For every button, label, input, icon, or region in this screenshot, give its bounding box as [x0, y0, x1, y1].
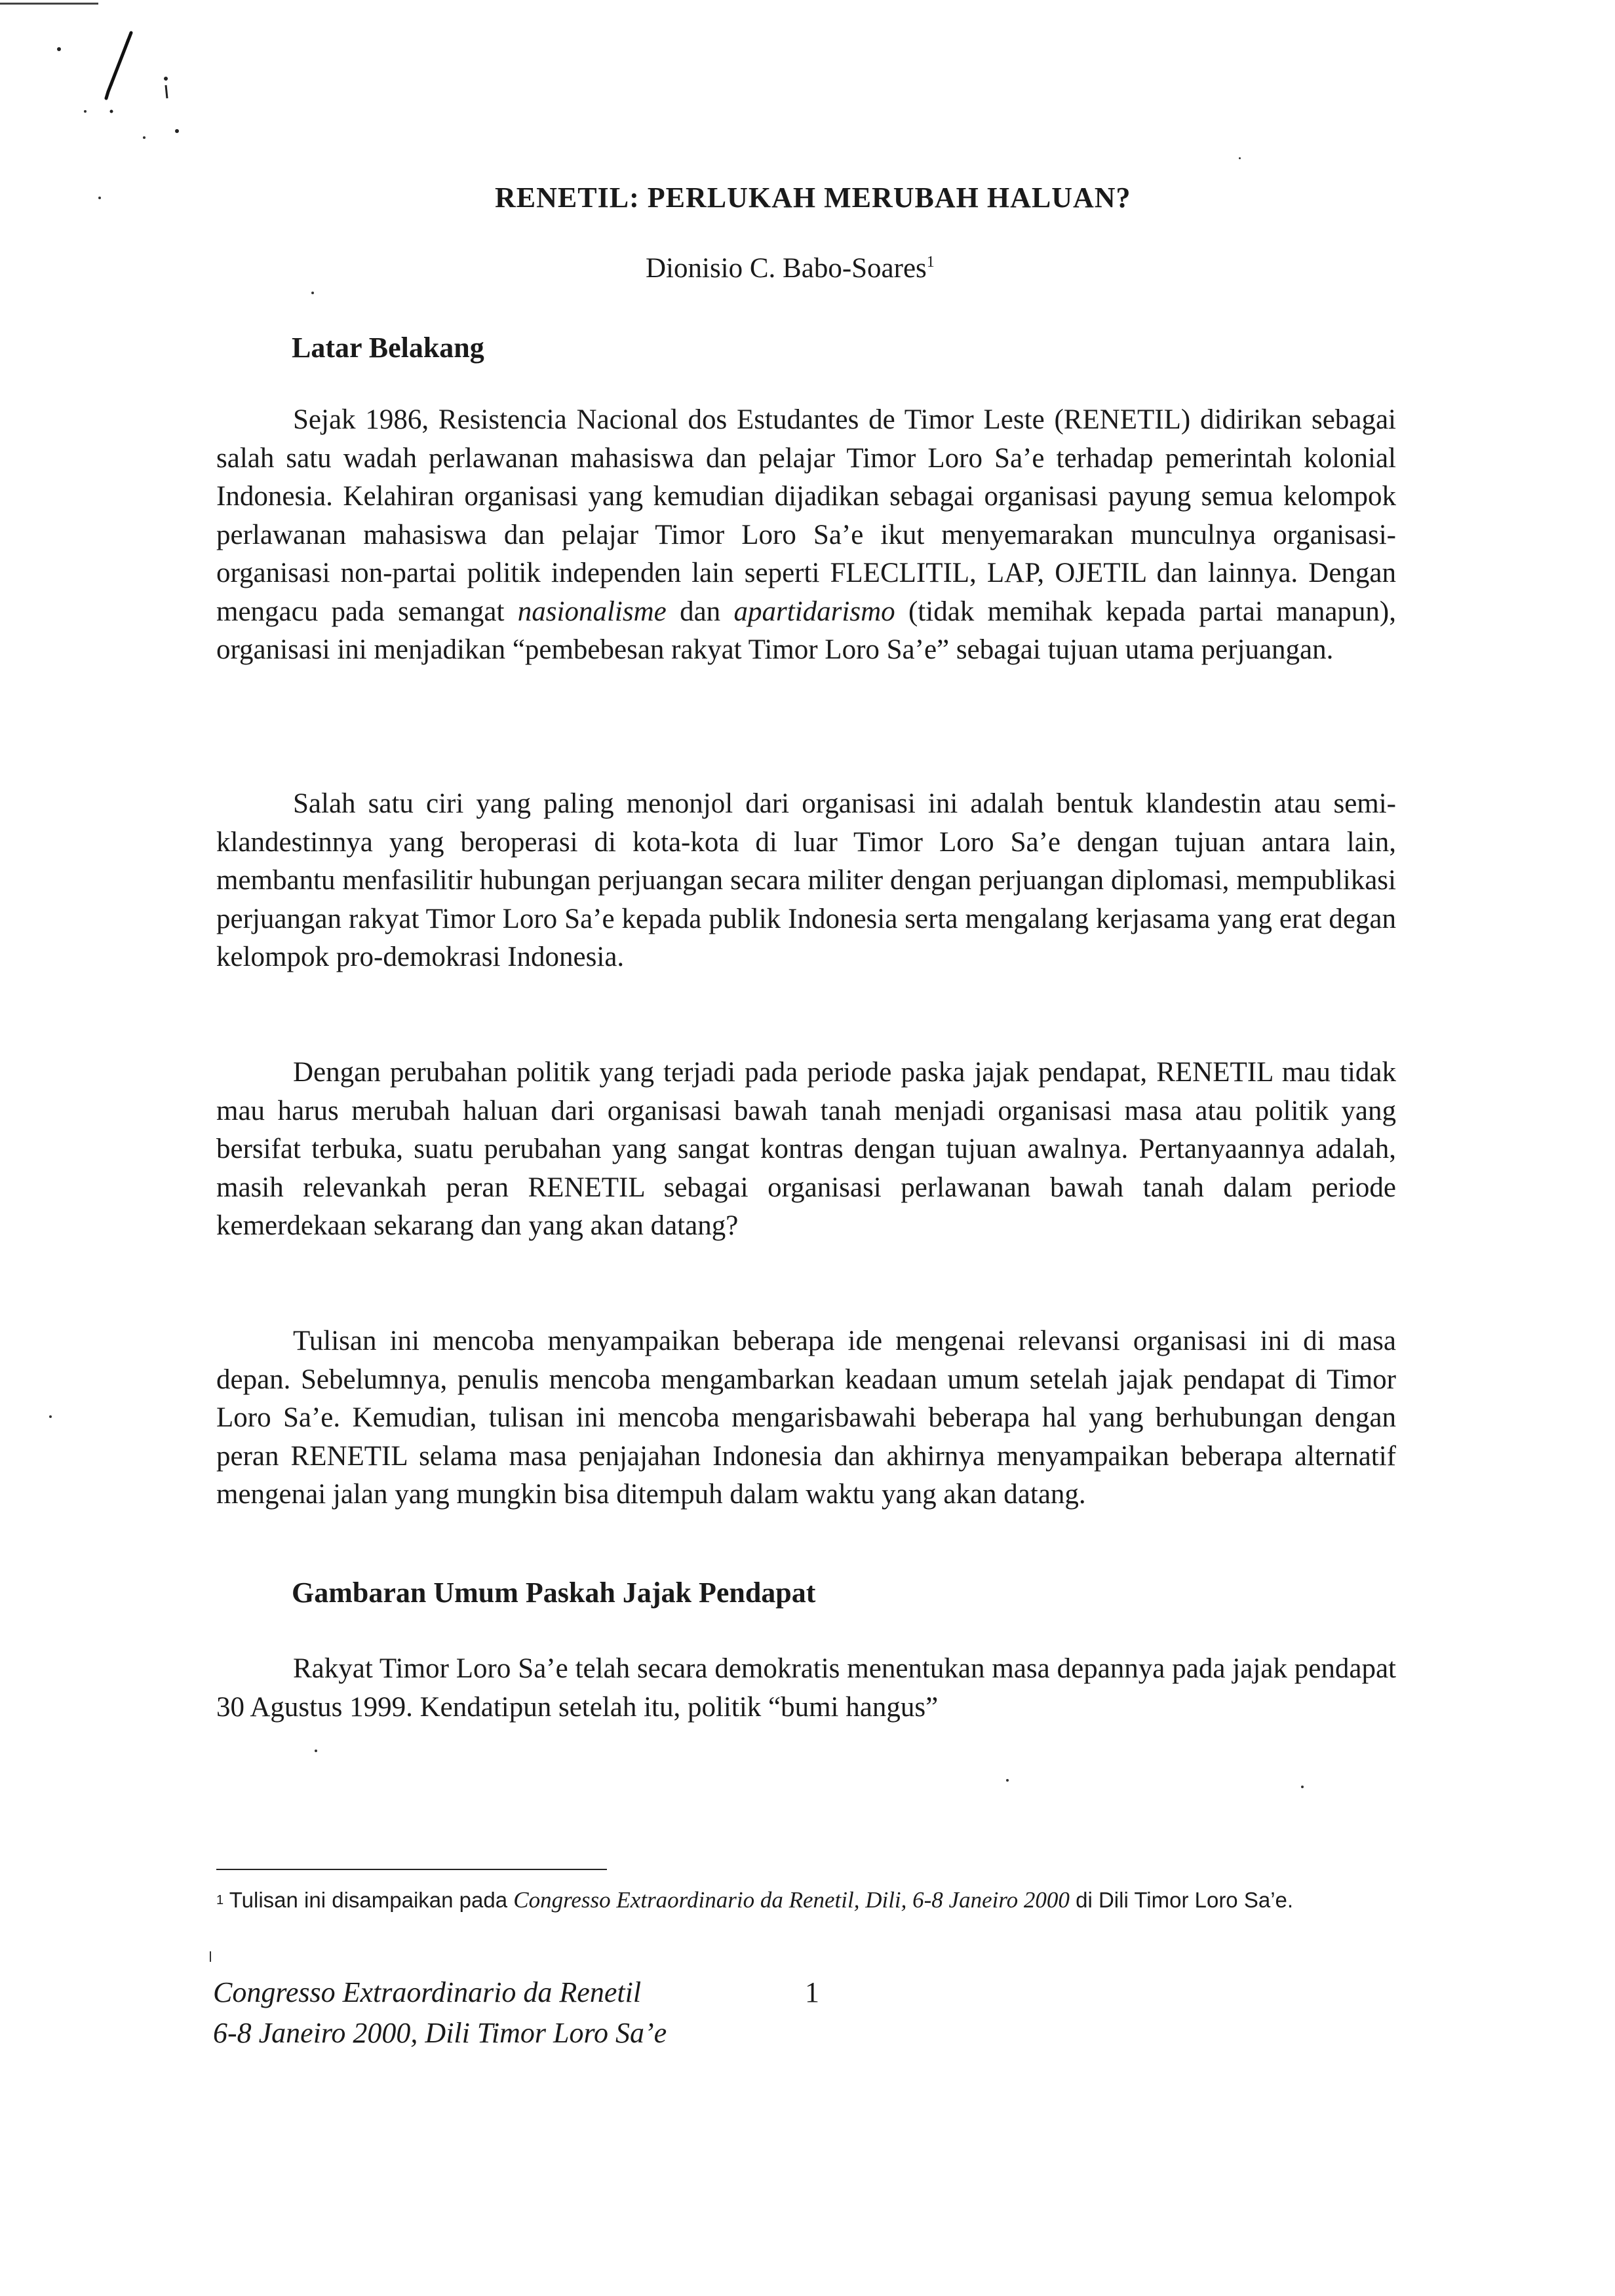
paragraph-1-start: Sejak 1986, Resistencia Nacional dos Estudantes de Timor Leste (RENETIL) didirikan sebagai salah satu wadah perlawanan mahasiswa dan pelajar Timor Loro Sa’e terhadap pemerintah kolonial Indonesia. Kelahiran organisasi yang kemudian dijadikan sebagai organisasi payung semua kelompok perlawanan mahasiswa dan pelajar Timor Loro Sa’e ikut menyemarakan munculnya organisasi-organisasi non-partai politik independen lain seperti FLECLITIL, LAP, OJETIL dan lainnya. Dengan mengacu pada semangat	[216, 404, 1396, 627]
paragraph-1	[216, 401, 1396, 670]
scan-speck	[49, 1415, 52, 1418]
author-name	[646, 252, 935, 284]
scan-tick-mark	[210, 1951, 211, 1962]
scan-speck	[98, 197, 101, 199]
footnote-separator	[216, 1869, 607, 1870]
scan-speck	[1006, 1779, 1009, 1782]
page-number: 1	[805, 1976, 819, 2008]
paragraph-5: Rakyat Timor Loro Sa’e telah secara demokratis menentukan masa depannya pada jajak pendapat 30 Agustus 1999. Kendatipun setelah itu, politik “bumi hangus”	[216, 1653, 1396, 1723]
page-footer	[213, 1972, 667, 2054]
footnote-text-after: di Dili Timor Loro Sa’e.	[1076, 1888, 1294, 1912]
footnote-number: 1	[216, 1893, 224, 1907]
footer-line-1: Congresso Extraordinario da Renetil	[213, 1976, 642, 2008]
scan-speck	[1301, 1786, 1304, 1788]
document-title: RENETIL: PERLUKAH MERUBAH HALUAN?	[495, 182, 1131, 214]
section-heading-gambaran-umum: Gambaran Umum Paskah Jajak Pendapat	[292, 1577, 816, 1609]
footnote-text-before: Tulisan ini disampaikan pada	[229, 1888, 508, 1912]
scan-edge-mark	[0, 3, 98, 5]
footer-line-2: 6-8 Janeiro 2000, Dili Timor Loro Sa’e	[213, 2017, 667, 2049]
scan-speck	[311, 292, 314, 294]
author-footnote-ref: 1	[926, 254, 935, 271]
scan-speck	[1239, 157, 1241, 159]
italic-term-nasionalisme: nasionalisme	[517, 596, 667, 627]
scan-speck	[315, 1750, 317, 1752]
paragraph-1-mid: dan	[680, 596, 721, 627]
paragraph-1-end: (tidak memihak kepada partai manapun), organisasi ini menjadikan “pembebesan rakyat Timor Loro Sa’e” sebagai tujuan utama perjuangan.	[216, 596, 1396, 665]
paragraph-2: Salah satu ciri yang paling menonjol dari organisasi ini adalah bentuk klandestin atau semi-klandestinnya yang beroperasi di kota-kota di luar Timor Loro Sa’e dengan tujuan antara lain, membantu menfasilitir hubungan perjuangan secara militer dengan perjuangan diplomasi, mempublikasi perjuangan rakyat Timor Loro Sa’e kepada publik Indonesia serta mengalang kerjasama yang erat degan kelompok pro-demokrasi Indonesia.	[216, 788, 1396, 972]
footnote-italic: Congresso Extraordinario da Renetil, Dili, 6-8 Janeiro 2000	[513, 1887, 1070, 1913]
author-text: Dionisio C. Babo-Soares	[646, 253, 927, 284]
italic-term-apartidarismo: apartidarismo	[733, 596, 895, 627]
paragraph-3: Dengan perubahan politik yang terjadi pada periode paska jajak pendapat, RENETIL mau tidak mau harus merubah haluan dari organisasi bawah tanah menjadi organisasi masa atau politik yang bersifat terbuka, suatu perubahan yang sangat kontras dengan tujuan awalnya. Pertanyaannya adalah, masih relevankah peran RENETIL sebagai organisasi perlawanan bawah tanah dalam periode kemerdekaan sekarang dan yang akan datang?	[216, 1057, 1396, 1241]
paragraph-4: Tulisan ini mencoba menyampaikan beberapa ide mengenai relevansi organisasi ini di masa depan. Sebelumnya, penulis mencoba mengambarkan keadaan umum setelah jajak pendapat di Timor Loro Sa’e. Kemudian, tulisan ini mencoba mengarisbawahi beberapa hal yang berhubungan dengan peran RENETIL selama masa penjajahan Indonesia dan akhirnya menyampaikan beberapa alternatif mengenai jalan yang mungkin bisa ditempuh dalam waktu yang akan datang.	[216, 1326, 1396, 1510]
section-heading-latar-belakang: Latar Belakang	[292, 332, 484, 364]
footnote-1	[216, 1886, 1396, 1915]
pen-stroke-mark	[46, 26, 216, 157]
